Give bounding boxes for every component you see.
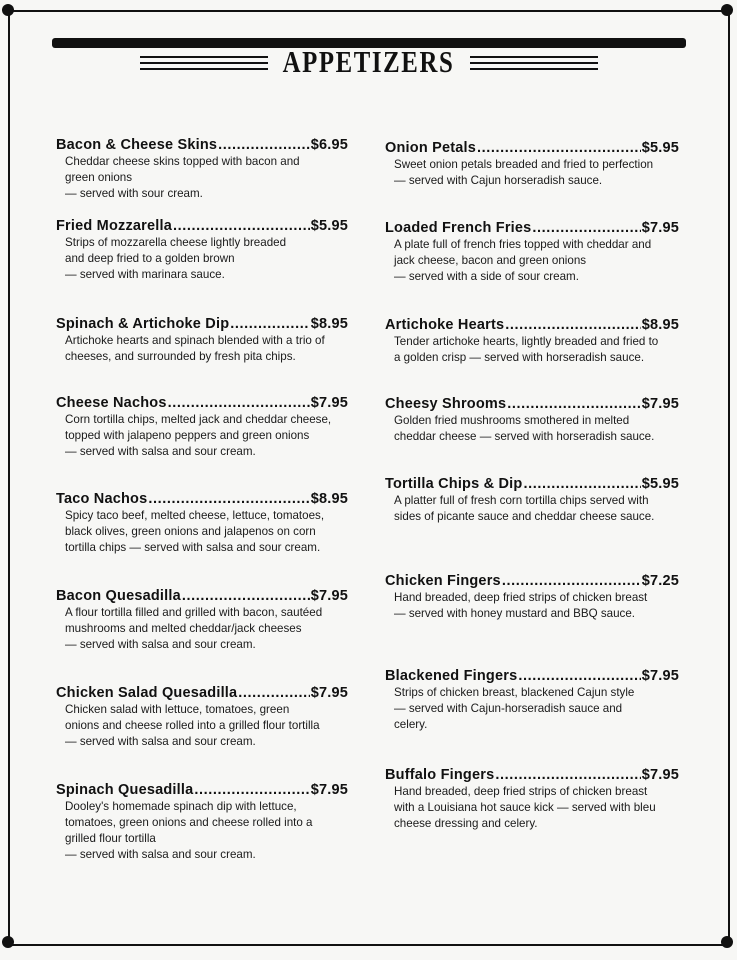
menu-item bbox=[56, 315, 348, 365]
item-price: $7.95 bbox=[310, 782, 348, 798]
menu-item bbox=[385, 316, 679, 366]
item-description: Chicken salad with lettuce, tomatoes, green onions and cheese rolled into a grilled flour tortilla — served with salsa and sour cream. bbox=[65, 703, 320, 748]
item-price: $7.95 bbox=[641, 668, 679, 684]
item-name: Cheesy Shrooms bbox=[385, 396, 507, 412]
menu-item bbox=[385, 219, 679, 285]
menu-item bbox=[56, 684, 348, 750]
item-name: Fried Mozzarella bbox=[56, 218, 173, 234]
item-description: Cheddar cheese skins topped with bacon and green onions — served with sour cream. bbox=[65, 155, 300, 200]
item-price: $5.95 bbox=[641, 476, 679, 492]
item-name: Tortilla Chips & Dip bbox=[385, 476, 523, 492]
item-price: $5.95 bbox=[310, 218, 348, 234]
item-description: A plate full of french fries topped with cheddar and jack cheese, bacon and green onions — served with a side of sour cream. bbox=[394, 238, 652, 283]
item-price: $8.95 bbox=[310, 316, 348, 332]
item-description: Corn tortilla chips, melted jack and cheddar cheese, topped with jalapeno peppers and green onions — served with salsa and sour cream. bbox=[65, 413, 332, 458]
item-description: Golden fried mushrooms smothered in melted cheddar cheese — served with horseradish sauce. bbox=[394, 414, 655, 443]
item-description: A flour tortilla filled and grilled with bacon, sautéed mushrooms and melted cheddar/jack cheeses — served with salsa and sour cream. bbox=[65, 606, 323, 651]
item-name: Chicken Fingers bbox=[385, 573, 501, 589]
item-name: Spinach Quesadilla bbox=[56, 782, 194, 798]
item-name: Cheese Nachos bbox=[56, 395, 167, 411]
menu-item bbox=[385, 139, 679, 189]
item-name: Onion Petals bbox=[385, 140, 477, 156]
page-title: APPETIZERS bbox=[282, 44, 455, 79]
corner-ornament-bottom-right bbox=[721, 936, 733, 948]
item-name: Loaded French Fries bbox=[385, 220, 532, 236]
menu-item bbox=[56, 490, 348, 556]
item-description: Hand breaded, deep fried strips of chicken breast with a Louisiana hot sauce kick — served with bleu cheese dressing and celery. bbox=[394, 785, 656, 830]
item-description: Sweet onion petals breaded and fried to perfection — served with Cajun horseradish sauce. bbox=[394, 158, 654, 187]
item-description: Strips of mozzarella cheese lightly breaded and deep fried to a golden brown — served with marinara sauce. bbox=[65, 236, 287, 281]
menu-item bbox=[385, 667, 679, 733]
item-name: Artichoke Hearts bbox=[385, 317, 505, 333]
item-name: Buffalo Fingers bbox=[385, 767, 495, 783]
menu-item bbox=[56, 394, 348, 460]
item-name: Bacon Quesadilla bbox=[56, 588, 181, 604]
item-description: Strips of chicken breast, blackened Cajun style — served with Cajun-horseradish sauce and celery. bbox=[394, 686, 635, 731]
menu-item bbox=[56, 587, 348, 653]
item-description: Spicy taco beef, melted cheese, lettuce, tomatoes, black olives, green onions and jalapenos on corn tortilla chips — served with salsa and sour cream. bbox=[65, 509, 325, 554]
item-name: Bacon & Cheese Skins bbox=[56, 137, 218, 153]
corner-ornament-bottom-left bbox=[2, 936, 14, 948]
item-name: Blackened Fingers bbox=[385, 668, 518, 684]
item-price: $7.95 bbox=[641, 220, 679, 236]
item-price: $7.95 bbox=[641, 767, 679, 783]
item-price: $6.95 bbox=[310, 137, 348, 153]
menu-item bbox=[385, 395, 679, 445]
item-price: $8.95 bbox=[310, 491, 348, 507]
corner-ornament-top-right bbox=[721, 4, 733, 16]
item-name: Spinach & Artichoke Dip bbox=[56, 316, 230, 332]
item-price: $8.95 bbox=[641, 317, 679, 333]
item-price: $7.25 bbox=[641, 573, 679, 589]
menu-item bbox=[385, 766, 679, 832]
item-name: Taco Nachos bbox=[56, 491, 148, 507]
item-description: A platter full of fresh corn tortilla chips served with sides of picante sauce and cheddar cheese sauce. bbox=[394, 494, 655, 523]
item-price: $7.95 bbox=[641, 396, 679, 412]
item-description: Artichoke hearts and spinach blended with a trio of cheeses, and surrounded by fresh pita chips. bbox=[65, 334, 325, 363]
item-price: $5.95 bbox=[641, 140, 679, 156]
item-price: $7.95 bbox=[310, 588, 348, 604]
item-description: Tender artichoke hearts, lightly breaded and fried to a golden crisp — served with horseradish sauce. bbox=[394, 335, 659, 364]
menu-item bbox=[56, 217, 348, 283]
menu-item bbox=[385, 475, 679, 525]
corner-ornament-top-left bbox=[2, 4, 14, 16]
item-description: Hand breaded, deep fried strips of chicken breast — served with honey mustard and BBQ sauce. bbox=[394, 591, 648, 620]
item-description: Dooley's homemade spinach dip with lettuce, tomatoes, green onions and cheese rolled into a grilled flour tortilla — served with salsa and sour cream. bbox=[65, 800, 313, 861]
item-name: Chicken Salad Quesadilla bbox=[56, 685, 238, 701]
menu-item bbox=[56, 136, 348, 202]
item-price: $7.95 bbox=[310, 685, 348, 701]
menu-item bbox=[385, 572, 679, 622]
item-price: $7.95 bbox=[310, 395, 348, 411]
menu-item bbox=[56, 781, 348, 863]
